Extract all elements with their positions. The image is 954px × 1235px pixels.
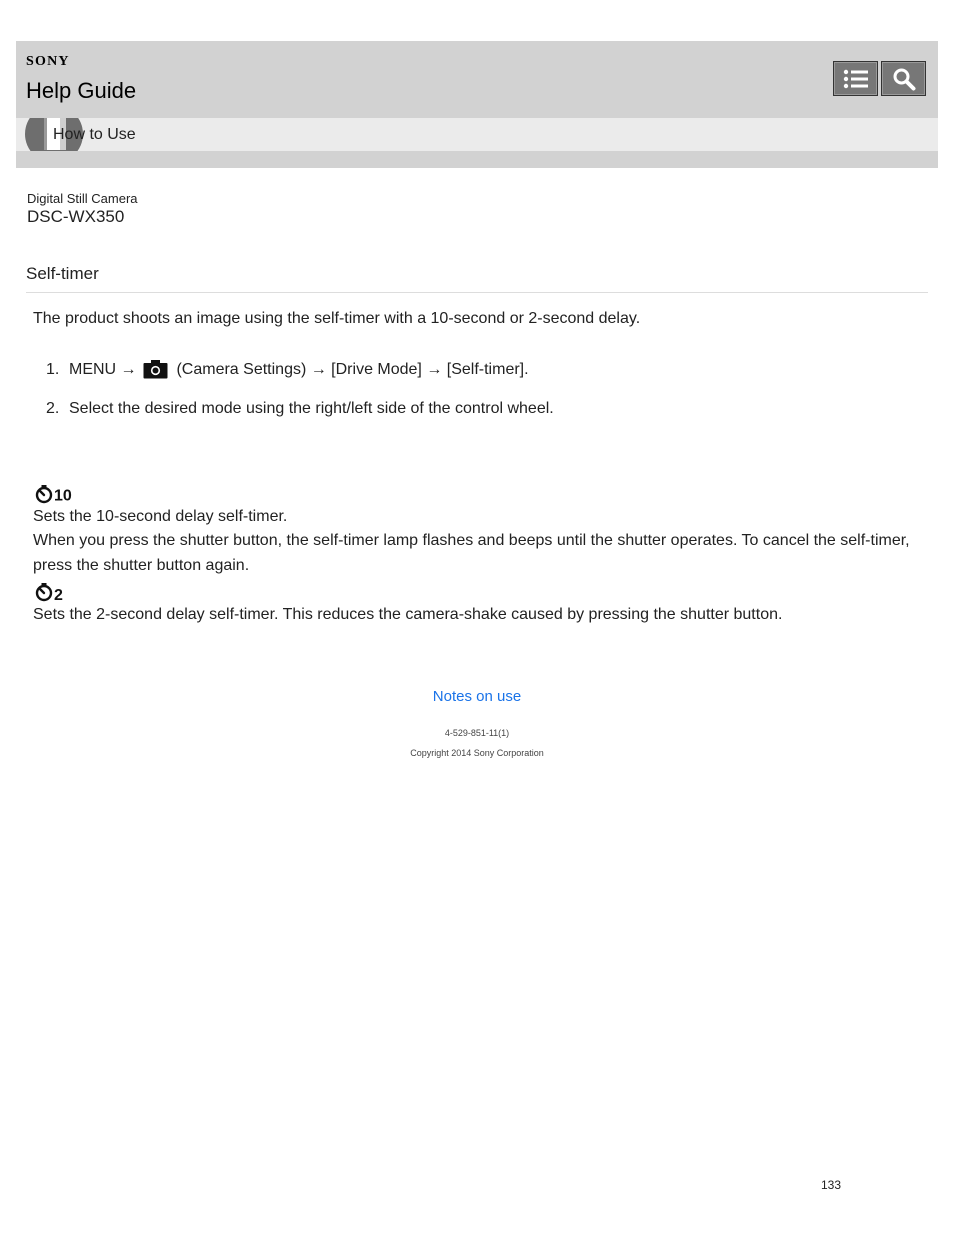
mode-2s-description: Sets the 2-second delay self-timer. This reduces the camera-shake caused by pressing the shutter button. [33, 606, 783, 623]
document-id: 4-529-851-11(1) [444, 728, 510, 738]
copyright-text: Copyright 2014 Sony Corporation [410, 748, 544, 758]
step-1 [46, 359, 529, 379]
page-number: 133 [821, 1178, 842, 1192]
search-button[interactable] [881, 61, 926, 96]
product-model: DSC-WX350 [27, 207, 125, 226]
list-icon [843, 68, 869, 90]
notes-on-use-link[interactable]: Notes on use [432, 688, 522, 705]
intro-text: The product shoots an image using the self-timer with a 10-second or 2-second delay. [33, 310, 641, 327]
how-to-use-link[interactable]: How to Use [53, 126, 136, 143]
self-timer-2-icon [35, 582, 73, 602]
step-number: 2. [46, 400, 60, 417]
mode-10s-detail: When you press the shutter button, the self-timer lamp flashes and beeps until the shutter operates. To cancel the self-timer, press the shutter button again. [33, 532, 910, 574]
svg-text:10: 10 [54, 487, 72, 504]
title-divider [26, 292, 928, 293]
table-of-contents-button[interactable] [833, 61, 878, 96]
mode-10s-description: Sets the 10-second delay self-timer. [33, 508, 288, 525]
search-icon [892, 67, 916, 91]
help-guide-title[interactable]: Help Guide [26, 78, 137, 103]
camera-icon [143, 359, 168, 379]
header-bar [16, 41, 938, 168]
section-nav-bar [16, 118, 938, 151]
step-1-menu-text: MENU → [69, 361, 137, 378]
step-2 [46, 400, 554, 418]
self-timer-10-icon [35, 484, 73, 504]
brand-logo[interactable]: SONY [26, 54, 70, 69]
page-title: Self-timer [26, 264, 99, 283]
svg-text:2: 2 [54, 587, 63, 602]
step-2-text: Select the desired mode using the right/left side of the control wheel. [69, 400, 554, 417]
step-number: 1. [46, 361, 60, 378]
product-category: Digital Still Camera [27, 191, 138, 206]
step-1-path-text: (Camera Settings) → [Drive Mode] → [Self-timer]. [176, 361, 529, 378]
